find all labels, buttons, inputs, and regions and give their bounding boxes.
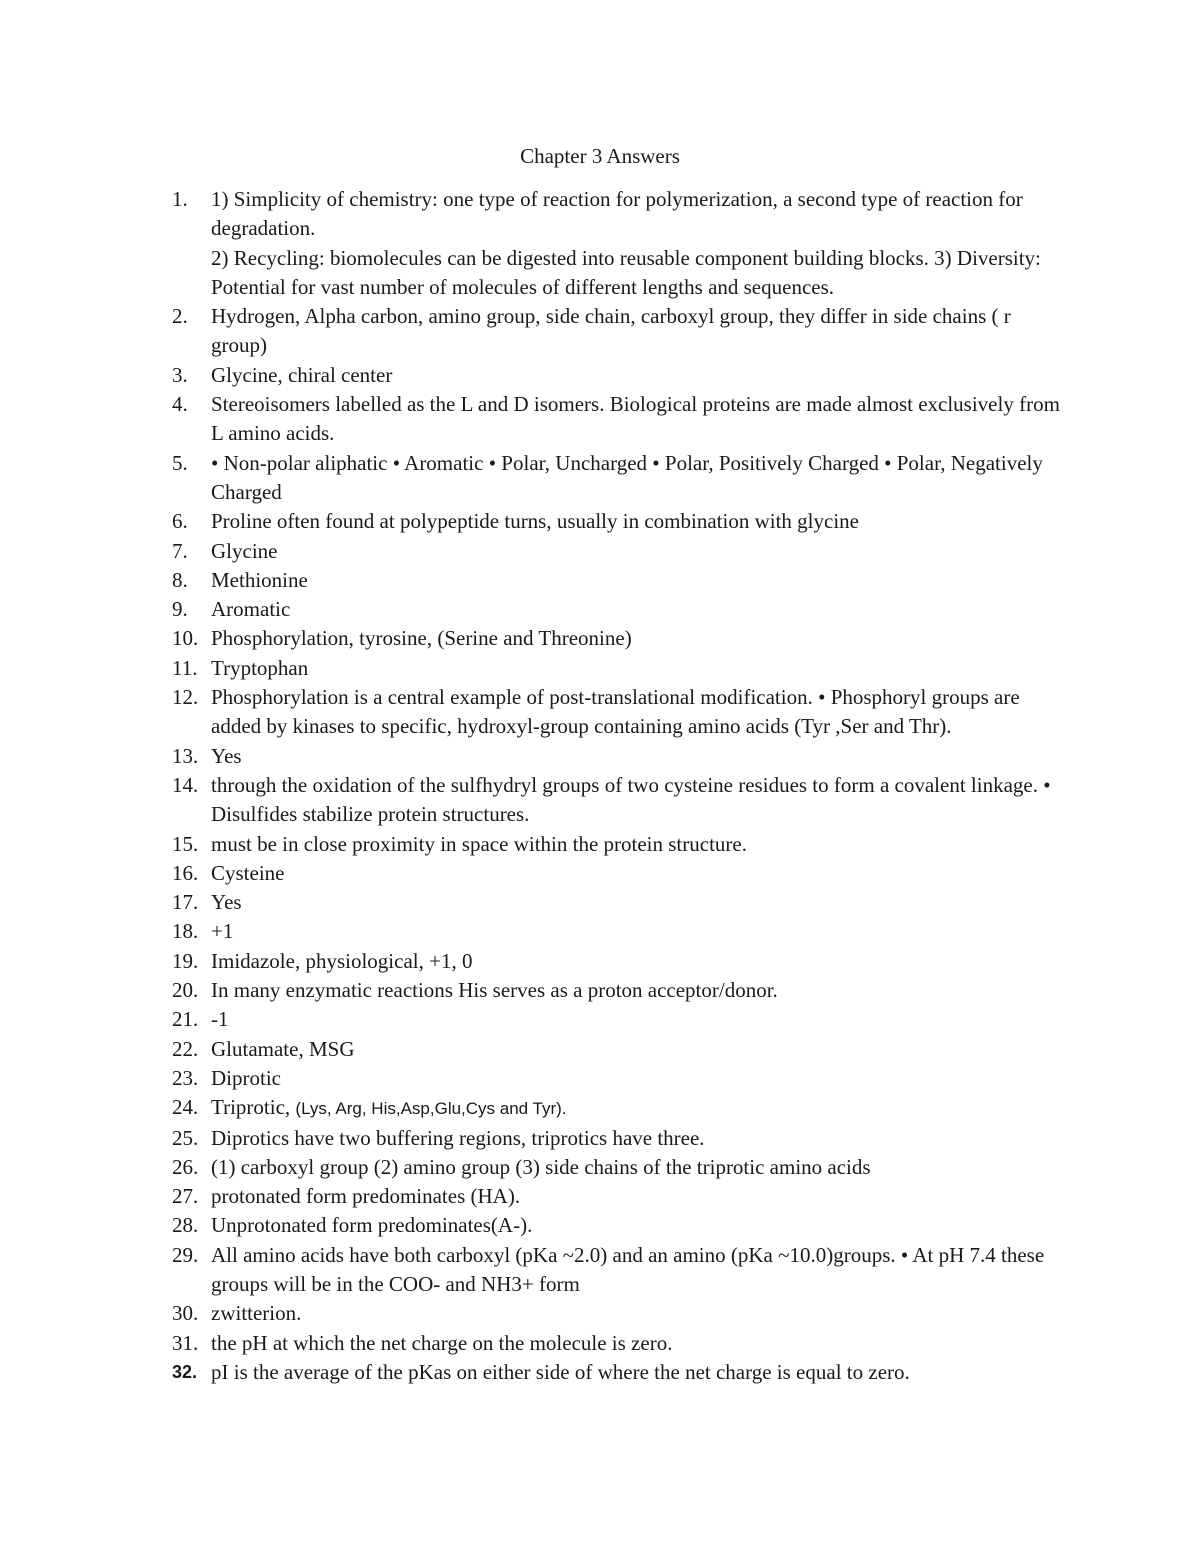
answer-item-14 [172, 771, 1067, 830]
answer-text: Yes [211, 743, 242, 768]
answer-text: Phosphorylation is a central example of post-translational modification. • Phosphoryl groups are added by kinases to specific, hydroxyl-group containing amino acids (Tyr ,Ser and Thr). [211, 685, 1020, 739]
answer-item-19 [172, 947, 1067, 976]
answer-number: 11. [172, 655, 198, 680]
answer-text: Aromatic [211, 597, 291, 622]
answer-number: 12. [172, 685, 199, 710]
answer-number: 27. [172, 1184, 199, 1209]
answer-number: 24. [172, 1095, 199, 1120]
answer-item-30 [172, 1299, 1067, 1328]
answer-number: 20. [172, 978, 199, 1003]
answer-text: Tryptophan [211, 655, 309, 680]
answer-number: 6. [172, 509, 188, 534]
answer-item-7 [172, 537, 1067, 566]
answer-number: 22. [172, 1036, 199, 1061]
answer-item-3 [172, 361, 1067, 390]
answer-text: protonated form predominates (HA). [211, 1184, 521, 1209]
answer-text: Cysteine [211, 860, 285, 885]
answer-item-32 [172, 1358, 1067, 1387]
answer-text-continued: 2) Recycling: biomolecules can be digested into reusable component building blocks. 3) Diversity: Potential for vast number of molecules of different lengths and sequences. [211, 245, 1041, 299]
answer-text: +1 [211, 919, 234, 944]
answer-text: the pH at which the net charge on the molecule is zero. [211, 1330, 673, 1355]
answer-text: Diprotic [211, 1065, 281, 1090]
answer-text: Glycine, chiral center [211, 362, 393, 387]
answer-item-28 [172, 1211, 1067, 1240]
answer-number: 15. [172, 831, 199, 856]
answer-number: 2. [172, 304, 188, 329]
answer-text: In many enzymatic reactions His serves as a proton acceptor/donor. [211, 978, 778, 1003]
answer-text: Hydrogen, Alpha carbon, amino group, side chain, carboxyl group, they differ in side chains ( r group) [211, 304, 1011, 358]
answer-item-29 [172, 1241, 1067, 1300]
answer-text-amino-list: (Lys, Arg, His,Asp,Glu,Cys and Tyr). [295, 1099, 567, 1119]
answer-item-31 [172, 1329, 1067, 1358]
answer-text: zwitterion. [211, 1301, 302, 1326]
answer-text: All amino acids have both carboxyl (pKa ~2.0) and an amino (pKa ~10.0)groups. • At pH 7.4 these groups will be in the COO- and NH3+ form [211, 1242, 1045, 1296]
answer-item-22 [172, 1035, 1067, 1064]
answer-text: pI is the average of the pKas on either side of where the net charge is equal to zero. [211, 1359, 910, 1384]
answer-item-2 [172, 302, 1067, 361]
answer-number: 19. [172, 948, 199, 973]
answer-text: Yes [211, 890, 242, 915]
answer-number: 1. [172, 187, 188, 211]
answer-text: Methionine [211, 567, 308, 592]
answer-number: 5. [172, 450, 188, 475]
answer-item-13 [172, 742, 1067, 771]
answer-text: Triprotic, [211, 1095, 296, 1120]
answer-item-27 [172, 1182, 1067, 1211]
answer-number: 28. [172, 1213, 199, 1238]
answer-number: 29. [172, 1242, 199, 1267]
answer-text: • Non-polar aliphatic • Aromatic • Polar, Uncharged • Polar, Positively Charged • Polar, Negatively Charged [211, 450, 1043, 504]
answer-text: Glutamate, MSG [211, 1036, 355, 1061]
answer-number: 32. [172, 1361, 198, 1382]
answer-item-6 [172, 507, 1067, 536]
answer-item-25 [172, 1124, 1067, 1153]
answer-item-17 [172, 888, 1067, 917]
answer-number: 7. [172, 538, 188, 563]
page-title: Chapter 3 Answers [520, 144, 680, 168]
answer-item-10 [172, 624, 1067, 653]
answer-text: Stereoisomers labelled as the L and D isomers. Biological proteins are made almost exclusively from L amino acids. [211, 392, 1060, 446]
answer-item-12 [172, 683, 1067, 742]
answer-number: 10. [172, 626, 199, 651]
answer-number: 16. [172, 860, 199, 885]
answer-number: 23. [172, 1065, 199, 1090]
answer-item-16 [172, 859, 1067, 888]
answer-text: -1 [211, 1007, 229, 1032]
answer-text: Unprotonated form predominates(A-). [211, 1213, 533, 1238]
answer-item-15 [172, 830, 1067, 859]
answer-number: 31. [172, 1330, 199, 1355]
answer-text: (1) carboxyl group (2) amino group (3) side chains of the triprotic amino acids [211, 1154, 871, 1179]
answer-item-5 [172, 449, 1067, 508]
answer-number: 14. [172, 772, 199, 797]
answer-text: through the oxidation of the sulfhydryl groups of two cysteine residues to form a covalent linkage. • Disulfides stabilize protein structures. [211, 772, 1051, 827]
answer-list [172, 185, 1067, 1387]
answer-item-24 [172, 1093, 1067, 1123]
answer-item-9 [172, 595, 1067, 624]
answer-number: 9. [172, 597, 188, 622]
answer-number: 18. [172, 919, 199, 944]
answer-text: Diprotics have two buffering regions, triprotics have three. [211, 1125, 705, 1150]
answer-number: 21. [172, 1007, 199, 1032]
answer-number: 30. [172, 1301, 199, 1326]
answer-item-4 [172, 390, 1067, 449]
answer-text: Phosphorylation, tyrosine, (Serine and Threonine) [211, 626, 632, 651]
answer-item-26 [172, 1153, 1067, 1182]
answer-item-8 [172, 566, 1067, 595]
answer-text: Imidazole, physiological, +1, 0 [211, 948, 473, 973]
answer-item-21 [172, 1005, 1067, 1034]
answer-number: 3. [172, 362, 188, 387]
answer-text: Proline often found at polypeptide turns, usually in combination with glycine [211, 509, 859, 534]
answer-number: 8. [172, 567, 188, 592]
answer-text: 1) Simplicity of chemistry: one type of reaction for polymerization, a second type of reaction for degradation. [211, 187, 1023, 241]
answer-item-23 [172, 1064, 1067, 1093]
answer-number: 26. [172, 1154, 199, 1179]
answer-item-1 [172, 185, 1067, 302]
answer-item-11 [172, 654, 1067, 683]
answer-number: 25. [172, 1125, 199, 1150]
answer-number: 17. [172, 890, 199, 915]
answer-text: Glycine [211, 538, 278, 563]
answer-item-18 [172, 917, 1067, 946]
answer-item-20 [172, 976, 1067, 1005]
answer-number: 13. [172, 743, 199, 768]
answer-number: 4. [172, 392, 188, 417]
answer-text: must be in close proximity in space within the protein structure. [211, 831, 747, 856]
